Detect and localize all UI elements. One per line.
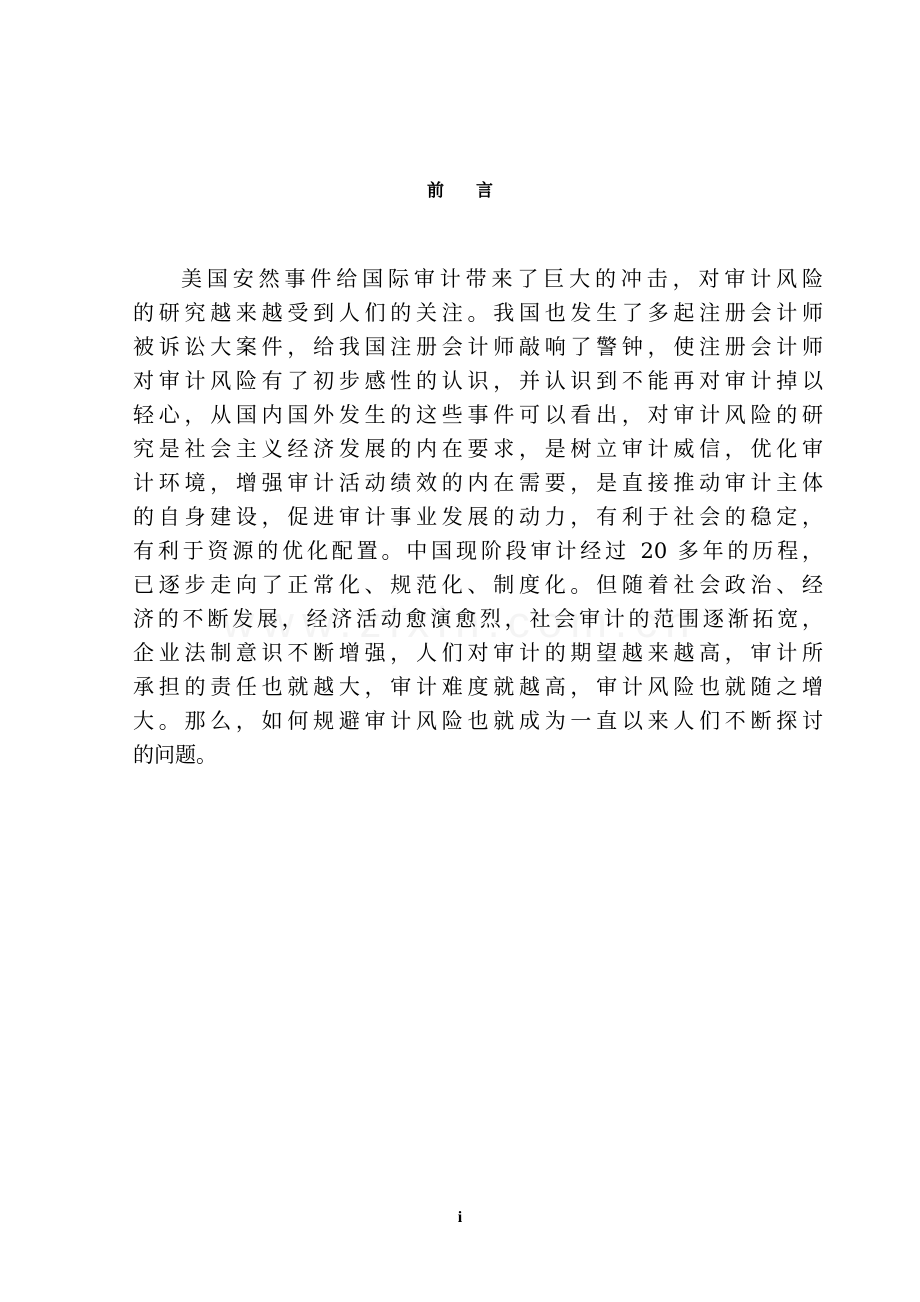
paragraph-line: 有利于资源的优化配置。中国现阶段审计经过 20 多年的历程， bbox=[133, 539, 823, 563]
paragraph-line: 承担的责任也就越大，审计难度就越高，审计风险也就随之增 bbox=[133, 675, 823, 699]
paragraph-line: 对审计风险有了初步感性的认识，并认识到不能再对审计掉以 bbox=[133, 369, 823, 393]
paragraph-line: 的研究越来越受到人们的关注。我国也发生了多起注册会计师 bbox=[133, 301, 823, 325]
paragraph-line: 计环境，增强审计活动绩效的内在需要，是直接推动审计主体 bbox=[133, 471, 823, 495]
paragraph-line: 被诉讼大案件，给我国注册会计师敲响了警钟，使注册会计师 bbox=[133, 335, 823, 359]
paragraph-line: 济的不断发展，经济活动愈演愈烈，社会审计的范围逐渐拓宽， bbox=[133, 607, 823, 631]
paragraph-line: 轻心，从国内国外发生的这些事件可以看出，对审计风险的研 bbox=[133, 403, 823, 427]
preface-paragraph bbox=[133, 262, 823, 772]
paragraph-line: 究是社会主义经济发展的内在要求，是树立审计威信，优化审 bbox=[133, 437, 823, 461]
paragraph-line: 的问题。 bbox=[133, 743, 217, 767]
paragraph-line: 美国安然事件给国际审计带来了巨大的冲击，对审计风险 bbox=[181, 267, 823, 291]
paragraph-line: 的自身建设，促进审计事业发展的动力，有利于社会的稳定， bbox=[133, 505, 823, 529]
page-number: i bbox=[457, 1209, 463, 1226]
paragraph-line: 已逐步走向了正常化、规范化、制度化。但随着社会政治、经 bbox=[133, 573, 823, 597]
page-title: 前 言 bbox=[427, 181, 506, 201]
paragraph-line: 大。那么，如何规避审计风险也就成为一直以来人们不断探讨 bbox=[133, 709, 823, 733]
paragraph-line: 企业法制意识不断增强，人们对审计的期望越来越高，审计所 bbox=[133, 641, 823, 665]
